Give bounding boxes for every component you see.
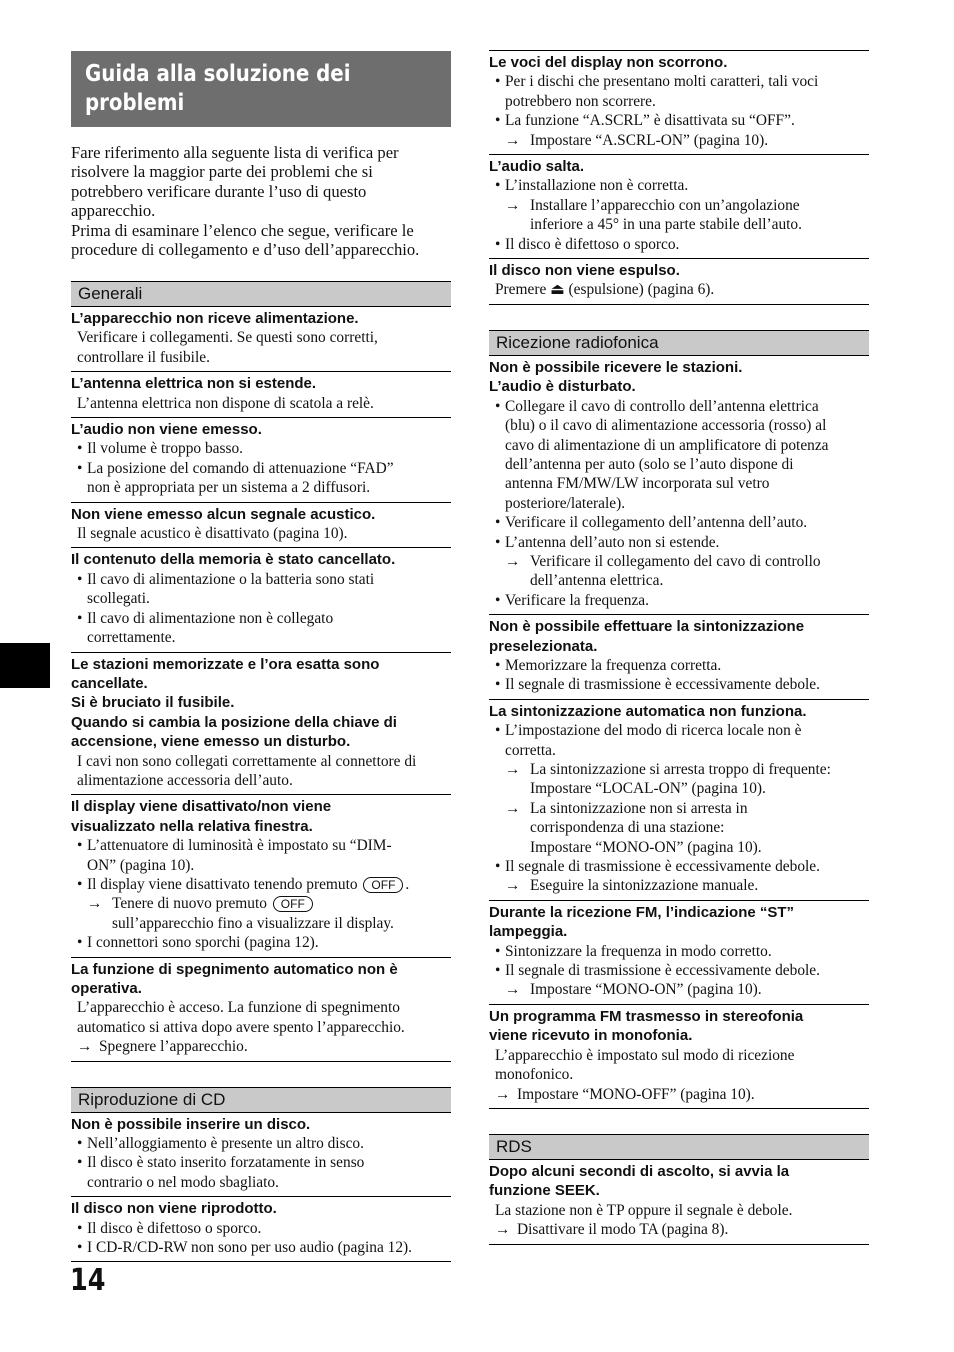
section (489, 50, 869, 305)
page-number: 14 (70, 1263, 106, 1298)
solution-line: L’apparecchio è impostato sul modo di ricezione (495, 1046, 795, 1064)
solution-line: → Disattivare il modo TA (pagina 8). (495, 1221, 729, 1239)
solution-line: corrispondenza di una stazione: (530, 819, 725, 837)
solution-line: I cavi non sono collegati correttamente al connettore di (77, 752, 417, 770)
bullet-icon: • (495, 533, 501, 551)
bullet-icon: • (495, 397, 501, 415)
problem-title: Il contenuto della memoria è stato cancellato. (71, 551, 396, 569)
arrow-right-icon: → (495, 1085, 511, 1103)
section (71, 1087, 451, 1263)
bullet-icon: • (495, 112, 501, 130)
troubleshooting-entry (489, 1159, 869, 1245)
troubleshooting-entry (71, 957, 451, 1062)
solution-line: monofonico. (495, 1066, 574, 1084)
arrow-right-icon: → (505, 761, 521, 778)
troubleshooting-entry (71, 371, 451, 417)
troubleshooting-entry (489, 699, 869, 900)
off-button-icon: OFF (363, 877, 403, 893)
solution-line: → Impostare “A.SCRL-ON” (pagina 10). (505, 131, 769, 149)
problem-title: La funzione di spegnimento automatico non è (71, 960, 398, 978)
problem-title: Non è possibile effettuare la sintonizzazione (489, 618, 805, 636)
troubleshooting-entry (489, 1004, 869, 1109)
bullet-icon: • (77, 875, 83, 893)
solution-line: → La sintonizzazione si arresta troppo di frequente: (505, 761, 831, 778)
solution-line: Impostare “LOCAL-ON” (pagina 10). (530, 780, 766, 798)
solution-line: → Impostare “MONO-OFF” (pagina 10). (495, 1085, 755, 1103)
solution-line: • I connettori sono sporchi (pagina 12). (77, 934, 319, 952)
bullet-icon: • (495, 73, 501, 91)
solution-line: → Spegnere l’apparecchio. (77, 1038, 248, 1056)
problem-title: Il disco non viene espulso. (489, 262, 680, 280)
solution-line: • Verificare la frequenza. (495, 591, 649, 609)
problem-title: viene ricevuto in monofonia. (489, 1027, 693, 1045)
problem-title: Non è possibile ricevere le stazioni. (489, 358, 743, 376)
solution-line: (blu) o il cavo di alimentazione accessoria (rosso) al (505, 417, 827, 435)
solution-line: • Nell’alloggiamento è presente un altro disco. (77, 1135, 364, 1153)
solution-line: • L’antenna dell’auto non si estende. (495, 533, 720, 551)
solution-line: dell’antenna per auto (solo se l’auto dispone di (505, 455, 794, 473)
section (71, 281, 451, 1062)
bullet-icon: • (77, 837, 83, 855)
right-column (489, 50, 869, 1245)
problem-title: visualizzato nella relativa finestra. (71, 817, 313, 835)
intro-line: Prima di esaminare l’elenco che segue, verificare le (71, 220, 414, 240)
intro-line: potrebbero verificare durante l’uso di questo (71, 181, 367, 201)
problem-title: L’audio è disturbato. (489, 378, 636, 396)
section-tab-marker (0, 643, 50, 688)
page-title-line: problemi (85, 90, 185, 116)
bullet-icon: • (495, 676, 501, 694)
solution-line: • Il disco è difettoso o sporco. (495, 235, 680, 253)
solution-line: → Installare l’apparecchio con un’angolazione (505, 196, 800, 214)
bullet-icon: • (495, 514, 501, 532)
solution-line: • Collegare il cavo di controllo dell’antenna elettrica (495, 397, 819, 415)
solution-line: antenna FM/MW/LW incorporata sul vetro (505, 475, 770, 493)
solution-line: • L’attenuatore di luminosità è impostato su “DIM- (77, 837, 392, 855)
problem-title: Non viene emesso alcun segnale acustico. (71, 505, 376, 523)
solution-line: • Il disco è difettoso o sporco. (77, 1219, 262, 1237)
solution-line: • Il cavo di alimentazione o la batteria sono stati (77, 570, 375, 588)
section-heading: Riproduzione di CD (71, 1087, 451, 1112)
solution-line: • Il volume è troppo basso. (77, 440, 244, 458)
troubleshooting-entry (71, 417, 451, 502)
off-button-icon: OFF (273, 896, 313, 912)
arrow-right-icon: → (505, 877, 521, 895)
bullet-icon: • (495, 177, 501, 195)
solution-line: • Sintonizzare la frequenza in modo corretto. (495, 942, 772, 960)
solution-line: • Verificare il collegamento dell’antenna dell’auto. (495, 514, 808, 532)
problem-title: operativa. (71, 980, 142, 997)
solution-line: posteriore/laterale). (505, 494, 626, 512)
problem-title: L’apparecchio non riceve alimentazione. (71, 310, 359, 327)
arrow-right-icon: → (505, 981, 521, 999)
solution-line: • Per i dischi che presentano molti caratteri, tali voci (495, 73, 819, 91)
solution-line: cavo di alimentazione di un amplificatore di potenza (505, 436, 829, 454)
solution-line: → Verificare il collegamento del cavo di controllo (505, 552, 821, 570)
problem-title: Un programma FM trasmesso in stereofonia (489, 1007, 804, 1025)
problem-title: L’audio non viene emesso. (71, 421, 262, 439)
solution-line: • L’impostazione del modo di ricerca locale non è (495, 722, 802, 740)
intro-line: risolvere la maggior parte dei problemi che si (71, 162, 373, 182)
solution-line: potrebbero non scorrere. (505, 92, 656, 110)
solution-line: • L’installazione non è corretta. (495, 177, 689, 195)
problem-title: La sintonizzazione automatica non funziona. (489, 702, 807, 720)
problem-title: Il disco non viene riprodotto. (71, 1200, 277, 1218)
troubleshooting-entry (489, 900, 869, 1004)
bullet-icon: • (77, 459, 83, 477)
bullet-icon: • (77, 1154, 83, 1172)
solution-line: • Il segnale di trasmissione è eccessivamente debole. (495, 858, 820, 876)
solution-line: scollegati. (87, 590, 150, 608)
solution-line: Impostare “MONO-ON” (pagina 10). (530, 838, 762, 856)
solution-line: sull’apparecchio fino a visualizzare il display. (112, 914, 394, 932)
bullet-icon: • (77, 1219, 83, 1237)
problem-title: Non è possibile inserire un disco. (71, 1115, 311, 1133)
solution-line: L’apparecchio è acceso. La funzione di spegnimento (77, 999, 400, 1017)
problem-title: preselezionata. (489, 637, 598, 655)
page-title (71, 51, 451, 127)
bullet-icon: • (495, 235, 501, 253)
troubleshooting-entry (71, 652, 451, 795)
problem-title: Durante la ricezione FM, l’indicazione “ST” (489, 903, 795, 921)
section-heading: RDS (489, 1134, 869, 1159)
solution-line: ON” (pagina 10). (87, 856, 195, 874)
solution-line: → Impostare “MONO-ON” (pagina 10). (505, 981, 762, 999)
section (489, 1134, 869, 1245)
solution-line: • Il display viene disattivato tenendo premuto OFF . (77, 875, 410, 893)
bullet-icon: • (77, 440, 83, 458)
problem-title: Le voci del display non scorrono. (489, 54, 728, 71)
solution-line: automatico si attiva dopo avere spento l’apparecchio. (77, 1018, 405, 1036)
solution-line: → Eseguire la sintonizzazione manuale. (505, 877, 759, 895)
arrow-right-icon: → (77, 1038, 93, 1056)
bullet-icon: • (495, 591, 501, 609)
bullet-icon: • (495, 962, 501, 980)
troubleshooting-entry (71, 1196, 451, 1262)
arrow-right-icon: → (505, 131, 521, 149)
bullet-icon: • (77, 1239, 83, 1257)
solution-line: non è appropriata per un sistema a 2 diffusori. (87, 479, 371, 497)
solution-line: • La posizione del comando di attenuazione “FAD” (77, 459, 394, 477)
intro-line: procedure di collegamento e d’uso dell’apparecchio. (71, 240, 420, 260)
section-heading: Generali (71, 281, 451, 306)
problem-title: cancellate. (71, 674, 148, 692)
problem-title: lampeggia. (489, 923, 568, 941)
problem-title: L’audio salta. (489, 158, 585, 176)
intro-line: Fare riferimento alla seguente lista di verifica per (71, 143, 399, 162)
solution-line: Il segnale acustico è disattivato (pagina 10). (77, 525, 348, 543)
bullet-icon: • (495, 722, 501, 740)
solution-line: Premere ⏏ (espulsione) (pagina 6). (495, 281, 715, 299)
solution-line: inferiore a 45° in una parte stabile dell’auto. (530, 216, 802, 234)
troubleshooting-entry (489, 154, 869, 258)
solution-line: dell’antenna elettrica. (530, 572, 664, 590)
troubleshooting-entry (71, 502, 451, 548)
arrow-right-icon: → (505, 196, 521, 214)
solution-line: corretta. (505, 741, 556, 759)
troubleshooting-entry (71, 794, 451, 956)
solution-line: Verificare i collegamenti. Se questi sono corretti, (77, 329, 378, 347)
solution-line: La stazione non è TP oppure il segnale è debole. (495, 1201, 793, 1219)
section-heading: Ricezione radiofonica (489, 330, 869, 355)
solution-line: → La sintonizzazione non si arresta in (505, 799, 748, 817)
section (489, 330, 869, 1109)
troubleshooting-entry (489, 355, 869, 614)
solution-line: • La funzione “A.SCRL” è disattivata su “OFF”. (495, 112, 795, 130)
troubleshooting-entry (489, 258, 869, 305)
problem-title: L’antenna elettrica non si estende. (71, 375, 317, 393)
solution-line: L’antenna elettrica non dispone di scatola a relè. (77, 394, 374, 412)
solution-line: • Il cavo di alimentazione non è collegato (77, 609, 334, 627)
solution-line: • Memorizzare la frequenza corretta. (495, 656, 722, 674)
troubleshooting-entry (71, 306, 451, 371)
bullet-icon: • (77, 609, 83, 627)
troubleshooting-entry (71, 547, 451, 651)
solution-line: • Il disco è stato inserito forzatamente in senso (77, 1154, 365, 1172)
arrow-right-icon: → (87, 895, 103, 913)
intro-line: apparecchio. (71, 201, 156, 221)
problem-title: Il display viene disattivato/non viene (71, 798, 332, 816)
solution-line: alimentazione accessoria dell’auto. (77, 771, 293, 789)
solution-line: correttamente. (87, 629, 176, 647)
solution-line: controllare il fusibile. (77, 348, 210, 366)
troubleshooting-entry (489, 614, 869, 699)
troubleshooting-entry (71, 1112, 451, 1197)
troubleshooting-entry (489, 50, 869, 154)
intro-paragraph (71, 143, 461, 259)
problem-title: Si è bruciato il fusibile. (71, 694, 235, 712)
bullet-icon: • (77, 570, 83, 588)
bullet-icon: • (495, 942, 501, 960)
page-title-line: Guida alla soluzione dei (85, 61, 351, 87)
arrow-right-icon: → (505, 552, 521, 570)
problem-title: funzione SEEK. (489, 1182, 600, 1200)
solution-line: contrario o nel modo sbagliato. (87, 1173, 279, 1191)
bullet-icon: • (77, 1135, 83, 1153)
solution-line: → Tenere di nuovo premuto OFF (71, 894, 451, 913)
left-column (71, 281, 451, 1262)
solution-line: • Il segnale di trasmissione è eccessivamente debole. (495, 962, 820, 980)
solution-line: • I CD-R/CD-RW non sono per uso audio (pagina 12). (77, 1239, 413, 1257)
problem-title: accensione, viene emesso un disturbo. (71, 733, 351, 751)
bullet-icon: • (77, 934, 83, 952)
solution-line: • Il segnale di trasmissione è eccessivamente debole. (495, 676, 820, 694)
arrow-right-icon: → (495, 1221, 511, 1239)
arrow-right-icon: → (505, 799, 521, 817)
bullet-icon: • (495, 656, 501, 674)
problem-title: Le stazioni memorizzate e l’ora esatta sono (71, 655, 380, 673)
problem-title: Quando si cambia la posizione della chiave di (71, 713, 397, 731)
problem-title: Dopo alcuni secondi di ascolto, si avvia la (489, 1162, 790, 1180)
bullet-icon: • (495, 858, 501, 876)
